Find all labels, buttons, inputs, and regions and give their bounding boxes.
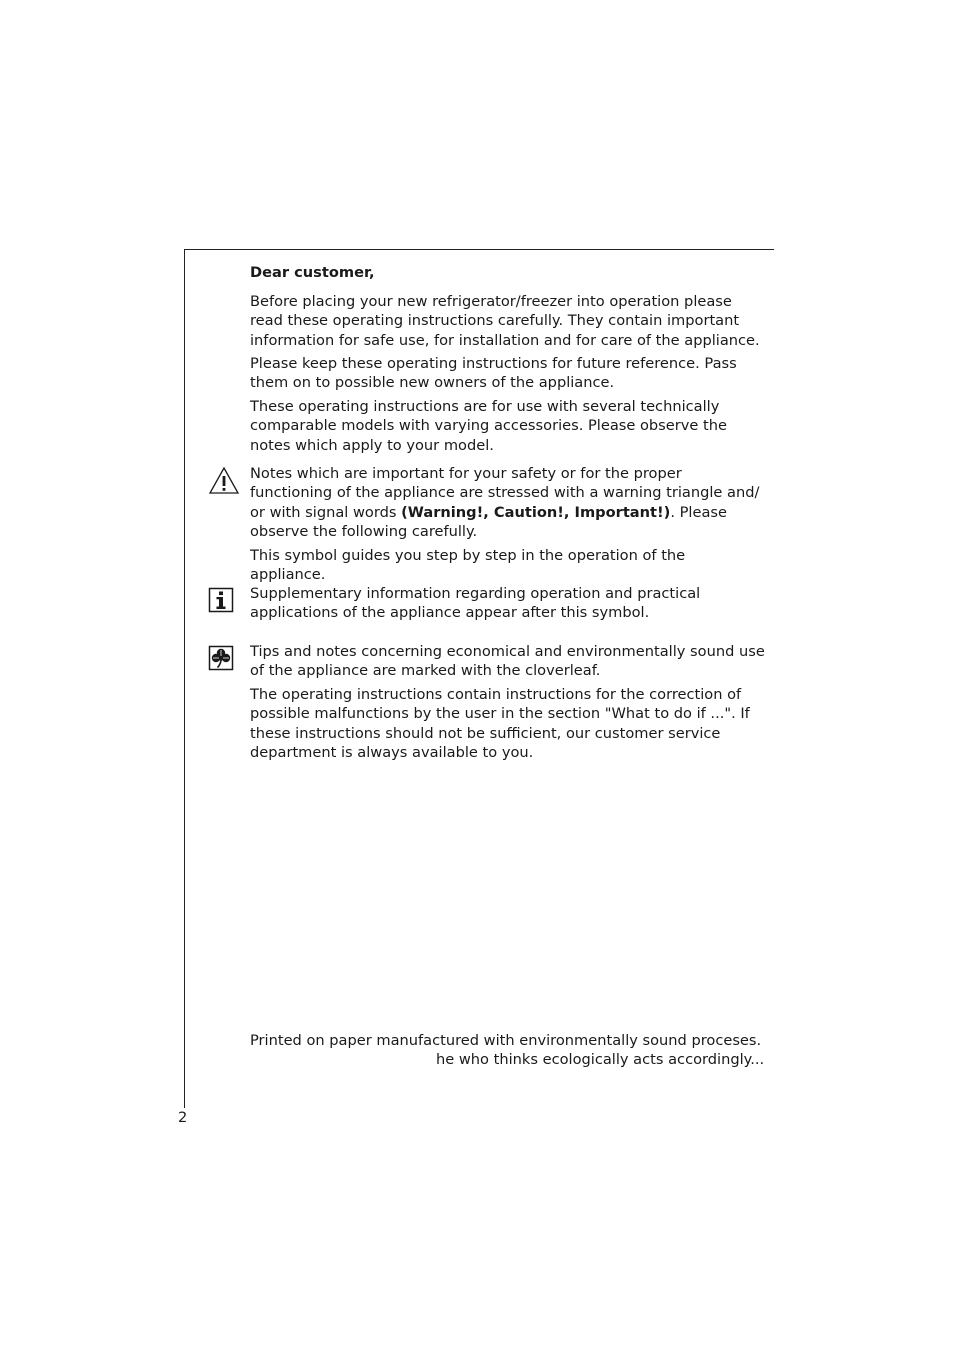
keep-instructions-text: Please keep these operating instructions for future reference. Pass them on to possible new owners of the appliance. xyxy=(250,355,737,392)
left-margin-rule xyxy=(184,249,185,1108)
safety-notes-text-start: Notes which are important for your safety or for the proper functioning of the appliance are stressed with a warning triangle and/ or with signal words xyxy=(250,465,760,521)
warning-triangle-icon xyxy=(208,466,238,496)
eco-tips-text: Tips and notes concerning economical and environmentally sound use of the appliance are marked with the cloverleaf. xyxy=(250,643,765,680)
step-guide-paragraph xyxy=(250,546,765,585)
intro-text: Before placing your new refrigerator/freezer into operation please read these operating instructions carefully. They contain important information for safe use, for installation and for care of the appliance. xyxy=(250,293,760,349)
printed-on-paper-note: Printed on paper manufactured with environmentally sound proceses. xyxy=(250,1032,762,1049)
safety-notes-text xyxy=(250,464,765,542)
models-paragraph xyxy=(250,397,765,455)
cloverleaf-icon xyxy=(208,645,238,675)
salutation-heading: Dear customer, xyxy=(250,264,375,281)
supplementary-info-paragraph xyxy=(250,584,765,623)
supplementary-info-text: Supplementary information regarding operation and practical applications of the appliance appear after this symbol. xyxy=(250,585,701,622)
info-icon xyxy=(208,587,238,617)
safety-notes-paragraph xyxy=(250,464,765,542)
models-text: These operating instructions are for use with several technically comparable models with varying accessories. Please observe the notes which apply to your model. xyxy=(250,398,727,454)
malfunctions-text: The operating instructions contain instructions for the correction of possible malfunctions by the user in the section "What to do if ...". If these instructions should not be sufficient, our customer service department is always available to you. xyxy=(250,686,750,762)
eco-tips-paragraph xyxy=(250,642,765,681)
top-rule xyxy=(184,249,774,250)
keep-instructions-paragraph xyxy=(250,354,765,393)
ecology-slogan: he who thinks ecologically acts accordingly... xyxy=(436,1051,765,1068)
intro-paragraph xyxy=(250,292,765,350)
page-number: 2 xyxy=(178,1109,188,1126)
safety-notes-text-end: . Please observe the following carefully. xyxy=(250,503,727,541)
malfunctions-paragraph xyxy=(250,685,765,763)
step-guide-text: This symbol guides you step by step in the operation of the appliance. xyxy=(250,547,686,584)
signal-words: (Warning!, Caution!, Important!) xyxy=(401,503,671,521)
